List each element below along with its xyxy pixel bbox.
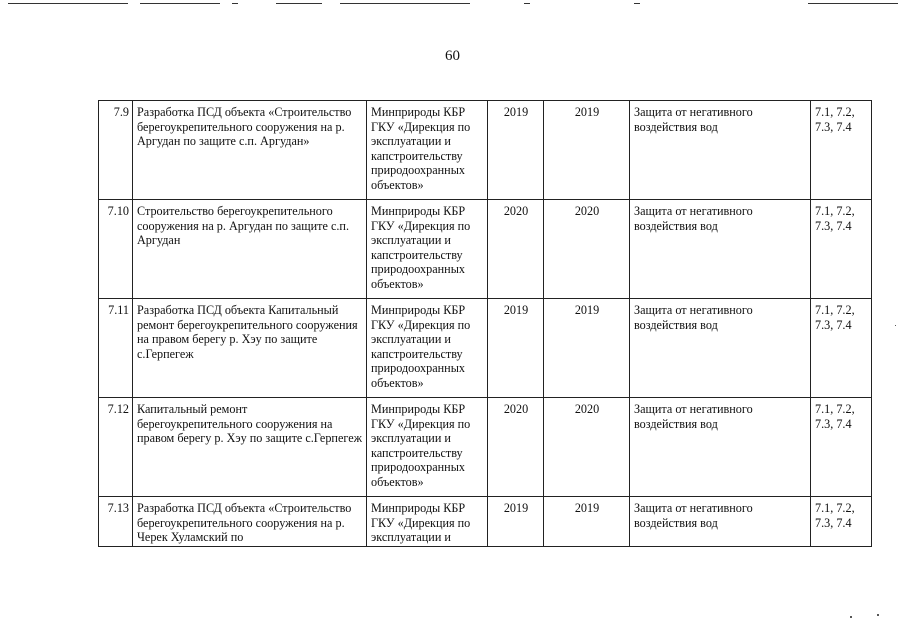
responsible-executor: Минприроды КБР ГКУ «Дирекция по эксплуатации и капстроительству природоохранных объектов» bbox=[367, 101, 488, 200]
measures-table bbox=[98, 100, 872, 547]
indicator-links: 7.1, 7.2, 7.3, 7.4 bbox=[811, 398, 872, 497]
table-row bbox=[99, 200, 872, 299]
row-number: 7.11 bbox=[99, 299, 133, 398]
expected-result: Защита от негативного воздействия вод bbox=[630, 497, 811, 547]
row-number: 7.13 bbox=[99, 497, 133, 547]
measure-name: Разработка ПСД объекта Капитальный ремонт берегоукрепительного сооружения на правом берегу р. Хэу по защите с.Герпегеж bbox=[133, 299, 367, 398]
expected-result: Защита от негативного воздействия вод bbox=[630, 101, 811, 200]
start-year: 2019 bbox=[488, 497, 544, 547]
end-year: 2019 bbox=[544, 101, 630, 200]
responsible-executor: Минприроды КБР ГКУ «Дирекция по эксплуатации и капстроительству природоохранных объектов» bbox=[367, 200, 488, 299]
expected-result: Защита от негативного воздействия вод bbox=[630, 200, 811, 299]
measure-name: Разработка ПСД объекта «Строительство берегоукрепительного сооружения на р. Аргудан по защите с.п. Аргудан» bbox=[133, 101, 367, 200]
start-year: 2019 bbox=[488, 299, 544, 398]
responsible-executor: Минприроды КБР ГКУ «Дирекция по эксплуатации и bbox=[367, 497, 488, 547]
indicator-links: 7.1, 7.2, 7.3, 7.4 bbox=[811, 200, 872, 299]
end-year: 2019 bbox=[544, 497, 630, 547]
scan-artifact-top bbox=[0, 0, 905, 8]
start-year: 2019 bbox=[488, 101, 544, 200]
table-row bbox=[99, 101, 872, 200]
indicator-links: 7.1, 7.2, 7.3, 7.4 bbox=[811, 101, 872, 200]
table-row bbox=[99, 398, 872, 497]
scan-speck bbox=[877, 614, 879, 616]
measure-name: Капитальный ремонт берегоукрепительного сооружения на правом берегу р. Хэу по защите с.Герпегеж bbox=[133, 398, 367, 497]
end-year: 2020 bbox=[544, 398, 630, 497]
indicator-links: 7.1, 7.2, 7.3, 7.4 bbox=[811, 299, 872, 398]
page-number: 60 bbox=[445, 48, 460, 64]
indicator-links: 7.1, 7.2, 7.3, 7.4 bbox=[811, 497, 872, 547]
table-row bbox=[99, 497, 872, 547]
expected-result: Защита от негативного воздействия вод bbox=[630, 398, 811, 497]
responsible-executor: Минприроды КБР ГКУ «Дирекция по эксплуатации и капстроительству природоохранных объектов» bbox=[367, 299, 488, 398]
scan-speck bbox=[895, 325, 896, 326]
responsible-executor: Минприроды КБР ГКУ «Дирекция по эксплуатации и капстроительству природоохранных объектов» bbox=[367, 398, 488, 497]
scan-speck bbox=[850, 616, 852, 618]
end-year: 2019 bbox=[544, 299, 630, 398]
table-row bbox=[99, 299, 872, 398]
row-number: 7.12 bbox=[99, 398, 133, 497]
start-year: 2020 bbox=[488, 200, 544, 299]
measure-name: Разработка ПСД объекта «Строительство берегоукрепительного сооружения на р. Черек Хуламский по bbox=[133, 497, 367, 547]
row-number: 7.10 bbox=[99, 200, 133, 299]
measure-name: Строительство берегоукрепительного сооружения на р. Аргудан по защите с.п. Аргудан bbox=[133, 200, 367, 299]
expected-result: Защита от негативного воздействия вод bbox=[630, 299, 811, 398]
end-year: 2020 bbox=[544, 200, 630, 299]
row-number: 7.9 bbox=[99, 101, 133, 200]
start-year: 2020 bbox=[488, 398, 544, 497]
